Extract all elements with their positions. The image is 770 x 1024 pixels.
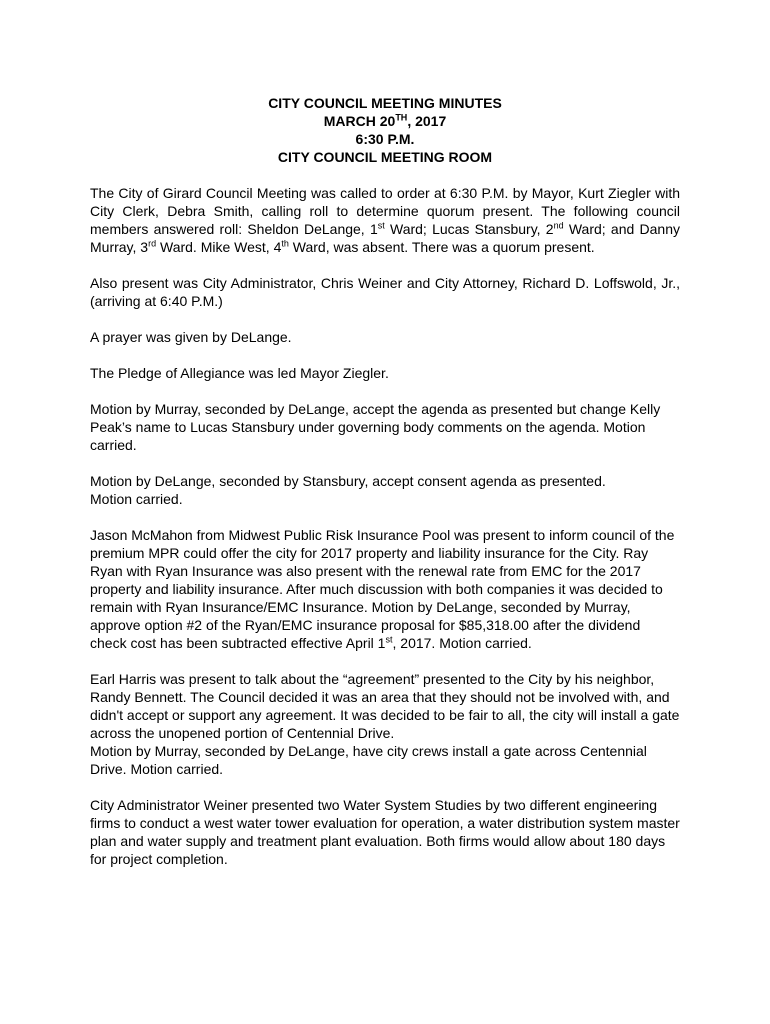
roll-call-text-c: Ward; and Danny Murray, 3 <box>90 221 680 255</box>
insurance-paragraph <box>90 526 680 652</box>
roll-call-paragraph <box>90 184 680 256</box>
gate-text-b: Motion by Murray, seconded by DeLange, have city crews install a gate across Centennial Drive. Motion carried. <box>90 743 647 777</box>
ordinal-3: rd <box>148 238 157 249</box>
ordinal-4: th <box>281 238 289 249</box>
also-present-paragraph: Also present was City Administrator, Chris Weiner and City Attorney, Richard D. Loffswold, Jr., (arriving at 6:40 P.M.) <box>90 275 680 309</box>
roll-call-text-a: The City of Girard Council Meeting was called to order at 6:30 P.M. by Mayor, Kurt Ziegler with City Clerk, Debra Smith, calling roll to determine quorum present. The following council members answered roll: Sheldon DeLange, 1 <box>90 185 680 237</box>
roll-call-text-e: Ward, was absent. There was a quorum present. <box>288 239 595 255</box>
document-title: CITY COUNCIL MEETING MINUTES <box>268 95 502 111</box>
meeting-date-ordinal: TH <box>395 112 408 123</box>
meeting-date-year: , 2017 <box>407 113 447 129</box>
roll-call-text-b: Ward; Lucas Stansbury, 2 <box>384 221 554 237</box>
ordinal-1: st <box>377 220 385 231</box>
gate-text-a: Earl Harris was present to talk about the “agreement” presented to the City by his neighbor, Randy Bennett. The Council decided it was an area that they should not be involved with, and didn't accept or support any agreement. It was decided to be fair to all, the city will install a gate across the unopened portion of Centennial Drive. <box>90 671 680 741</box>
meeting-date <box>90 112 680 130</box>
meeting-location: CITY COUNCIL MEETING ROOM <box>277 149 493 165</box>
ordinal-2: nd <box>553 220 564 231</box>
water-study-paragraph: City Administrator Weiner presented two Water System Studies by two different engineering firms to conduct a west water tower evaluation for operation, a water distribution system master plan and water supply and treatment plant evaluation. Both firms would allow about 180 days for project completion. <box>90 797 680 867</box>
insurance-text-a: Jason McMahon from Midwest Public Risk Insurance Pool was present to inform council of the premium MPR could offer the city for 2017 property and liability insurance for the City. Ray Ryan with Ryan Insurance was also present with the renewal rate from EMC for the 2017 property and liability insurance. After much discussion with both companies it was decided to remain with Ryan Insurance/EMC Insurance. Motion by DeLange, seconded by Murray, approve option #2 of the Ryan/EMC insurance proposal for $85,318.00 after the dividend check cost has been subtracted effective April 1 <box>90 527 675 651</box>
roll-call-text-d: Ward. Mike West, 4 <box>156 239 282 255</box>
agenda-motion-paragraph: Motion by Murray, seconded by DeLange, accept the agenda as presented but change Kelly Peak’s name to Lucas Stansbury under governing body comments on the agenda. Motion carried. <box>90 401 661 453</box>
insurance-text-b: , 2017. Motion carried. <box>392 635 532 651</box>
pledge-paragraph: The Pledge of Allegiance was led Mayor Ziegler. <box>90 365 389 381</box>
consent-agenda-line-1: Motion by DeLange, seconded by Stansbury, accept consent agenda as presented. <box>90 473 606 489</box>
gate-paragraph <box>90 670 680 778</box>
document-header <box>90 94 680 166</box>
insurance-ordinal: st <box>385 634 393 645</box>
prayer-paragraph: A prayer was given by DeLange. <box>90 329 292 345</box>
consent-agenda-paragraph <box>90 472 680 508</box>
meeting-date-text: MARCH 20 <box>323 113 396 129</box>
consent-agenda-line-2: Motion carried. <box>90 491 183 507</box>
meeting-time: 6:30 P.M. <box>355 131 415 147</box>
